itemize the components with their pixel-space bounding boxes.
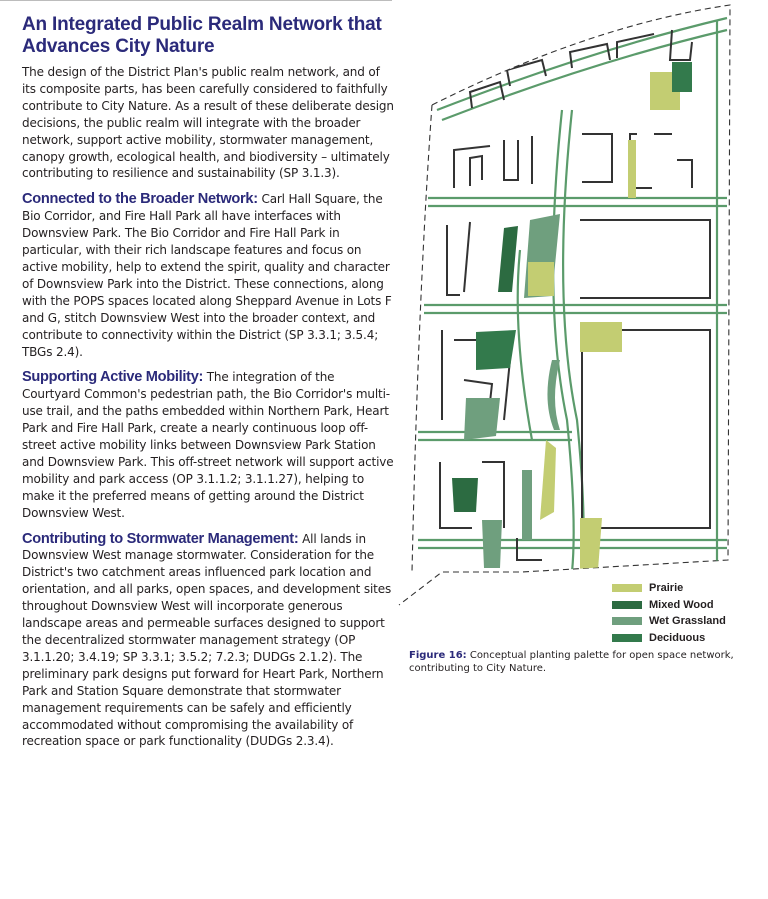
section-active-mobility — [22, 369, 394, 521]
text-column — [22, 14, 394, 759]
section-body: All lands in Downsview West manage stormwater. Consideration for the District's two catchment areas influenced park location and orientation, and all parks, open spaces, and development sites throughout Downsview West will incorporate generous landscape areas and permeable surfaces designed to support the decentralized stormwater management strategy (OP 3.1.1.20; 3.4.19; SP 3.3.1; 3.5.2; 7.2.3; DUDGs 2.1.2). The preliminary park designs put forward for Heart Park, Northern Park and Station Square demonstrate that stormwater management requirements can be safely and efficiently accommodated without compromising the availability of recreation space or park functionality (DUDGs 2.3.4). — [22, 531, 392, 749]
figure-caption-text: Conceptual planting palette for open space network, contributing to City Nature. — [409, 650, 734, 674]
section-connected-network — [22, 191, 394, 360]
legend-label: Prairie — [649, 582, 684, 595]
top-rule — [0, 0, 392, 1]
planting-plan-map — [392, 0, 768, 650]
mixed-wood-swatch — [612, 601, 642, 609]
section-lead: Contributing to Stormwater Management: — [22, 530, 299, 547]
legend-item-prairie — [612, 580, 762, 597]
section-lead: Connected to the Broader Network: — [22, 191, 258, 208]
intro-paragraph: The design of the District Plan's public realm network, and of its composite parts, has been carefully considered to faithfully contribute to City Nature. As a result of these deliberate design decisions, the public realm will integrate with the broader network, support active mobility, stormwater management, canopy growth, ecological health, and biodiversity – ultimately contributing to resilience and sustainability (SP 3.1.3). — [22, 65, 394, 181]
deciduous-swatch — [612, 634, 642, 642]
legend-item-deciduous — [612, 630, 762, 647]
wet-grassland-swatch — [612, 617, 642, 625]
section-stormwater — [22, 531, 394, 751]
site-boundary-west — [412, 105, 432, 572]
site-plan-diagram — [392, 0, 768, 650]
legend-label: Deciduous — [649, 631, 706, 644]
prairie-swatch — [612, 584, 642, 592]
legend-item-mixed-wood — [612, 597, 762, 614]
legend-item-wet-grassland — [612, 613, 762, 630]
legend — [612, 580, 762, 646]
legend-label: Mixed Wood — [649, 598, 714, 611]
figure-caption — [409, 650, 754, 675]
section-body: Carl Hall Square, the Bio Corridor, and Fire Hall Park all have interfaces with Downsview Park. The Bio Corridor and Fire Hall Park in particular, with their rich landscape features and focus on active mobility, help to extend the spirit, quality and character of Downsview Park into the District. These connections, along with the POPS spaces located along Sheppard Avenue in Lots F and G, stitch Downsview West into the broader context, and contribute to connectivity within the District (SP 3.3.1; 3.5.4; TBGs 2.4). — [22, 192, 392, 359]
legend-label: Wet Grassland — [649, 615, 726, 628]
section-lead: Supporting Active Mobility: — [22, 369, 204, 386]
page-title: An Integrated Public Realm Network that Advances City Nature — [22, 14, 382, 57]
section-body: The integration of the Courtyard Common's pedestrian path, the Bio Corridor's multi-use trail, and the paths embedded within Northern Park, Heart Park and Fire Hall Park, create a nearly continuous loop off-street active mobility links between Downsview Park Station and Downsview Park. This off-street network will support active mobility and park access (OP 3.1.1.2; 3.1.1.27), helping to make it the preferred means of getting around the District Downsview West. — [22, 370, 394, 520]
figure-label: Figure 16: — [409, 650, 467, 661]
